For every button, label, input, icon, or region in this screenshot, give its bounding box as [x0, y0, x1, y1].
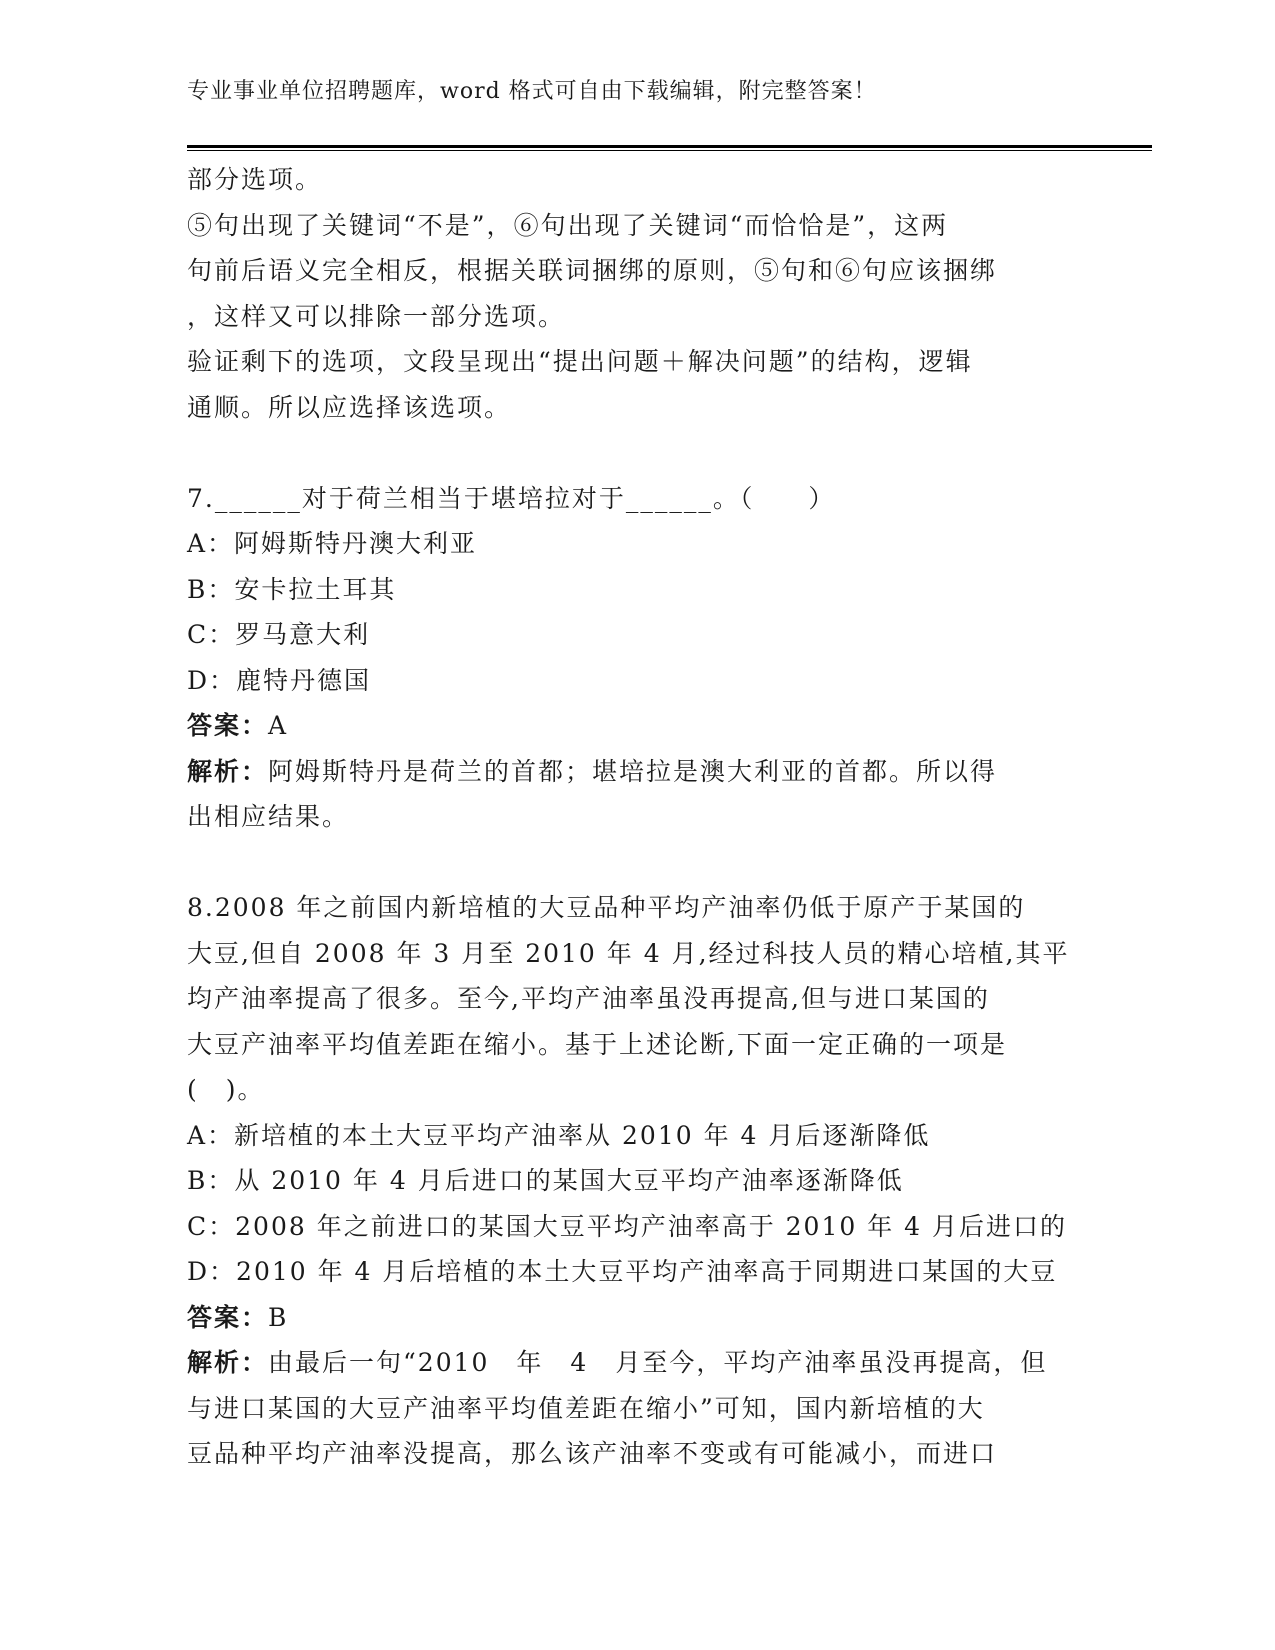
page-header: 专业事业单位招聘题库，word 格式可自由下载编辑，附完整答案！: [187, 79, 877, 104]
document-body: [187, 157, 1087, 1477]
spacer: [187, 430, 1087, 476]
option-c: C：罗马意大利: [187, 620, 371, 649]
option-a: A：阿姆斯特丹澳大利亚: [187, 529, 478, 558]
analysis-line: 豆品种平均产油率没提高，那么该产油率不变或有可能减小，而进口: [187, 1439, 998, 1468]
analysis-line: [187, 1340, 1087, 1386]
analysis-label: 解析：: [187, 1348, 269, 1377]
analysis-line: [187, 749, 1087, 795]
explanation-line: ，这样又可以排除一部分选项。: [187, 301, 566, 331]
question-stem-line: 大豆,但自 2008 年 3 月至 2010 年 4 月,经过科技人员的精心培植,其平: [187, 938, 1070, 968]
question-stem-line: 8.2008 年之前国内新培植的大豆品种平均产油率仍低于原产于某国的: [187, 893, 1026, 922]
answer-label: 答案：: [187, 711, 269, 740]
previous-explanation: [187, 157, 1087, 430]
option-b: B：安卡拉土耳其: [187, 574, 397, 604]
explanation-line: 验证剩下的选项，文段呈现出“提出问题＋解决问题”的结构，逻辑: [187, 347, 973, 376]
answer-line: [187, 1295, 1087, 1341]
explanation-line: 部分选项。: [187, 165, 323, 194]
option-d: D：2010 年 4 月后培植的本土大豆平均产油率高于同期进口某国的大豆: [187, 1257, 1058, 1286]
analysis-text: 阿姆斯特丹是荷兰的首都；堪培拉是澳大利亚的首都。所以得: [268, 756, 998, 786]
spacer: [187, 840, 1087, 886]
answer-line: [187, 703, 1087, 749]
explanation-line: 通顺。所以应选择该选项。: [187, 392, 512, 422]
explanation-line: ⑤句出现了关键词“不是”，⑥句出现了关键词“而恰恰是”，这两: [187, 210, 949, 240]
analysis-label: 解析：: [187, 756, 269, 786]
analysis-line: 与进口某国的大豆产油率平均值差距在缩小”可知，国内新培植的大: [187, 1393, 985, 1423]
option-c: C：2008 年之前进口的某国大豆平均产油率高于 2010 年 4 月后进口的: [187, 1211, 1068, 1241]
analysis-text: 由最后一句“2010 年 4 月至今，平均产油率虽没再提高，但: [268, 1348, 1048, 1377]
explanation-line: 句前后语义完全相反，根据关联词捆绑的原则，⑤句和⑥句应该捆绑: [187, 256, 998, 285]
answer-value: A: [268, 711, 289, 740]
question-stem-line: ( )。: [187, 1075, 265, 1104]
option-a: A：新培植的本土大豆平均产油率从 2010 年 4 月后逐渐降低: [187, 1120, 931, 1150]
question-stem: 7.______对于荷兰相当于堪培拉对于______。（ ）: [187, 483, 836, 513]
analysis-line: 出相应结果。: [187, 802, 350, 831]
question-stem-line: 均产油率提高了很多。至今,平均产油率虽没再提高,但与进口某国的: [187, 984, 990, 1013]
question-8: [187, 885, 1087, 1477]
answer-label: 答案：: [187, 1302, 269, 1332]
question-7: [187, 476, 1087, 840]
option-d: D：鹿特丹德国: [187, 665, 372, 695]
header-rule-thick: [187, 145, 1152, 148]
question-stem-line: 大豆产油率平均值差距在缩小。基于上述论断,下面一定正确的一项是: [187, 1029, 1007, 1059]
answer-value: B: [268, 1302, 289, 1332]
header-rule-thin: [187, 150, 1152, 151]
option-b: B：从 2010 年 4 月后进口的某国大豆平均产油率逐渐降低: [187, 1166, 904, 1195]
